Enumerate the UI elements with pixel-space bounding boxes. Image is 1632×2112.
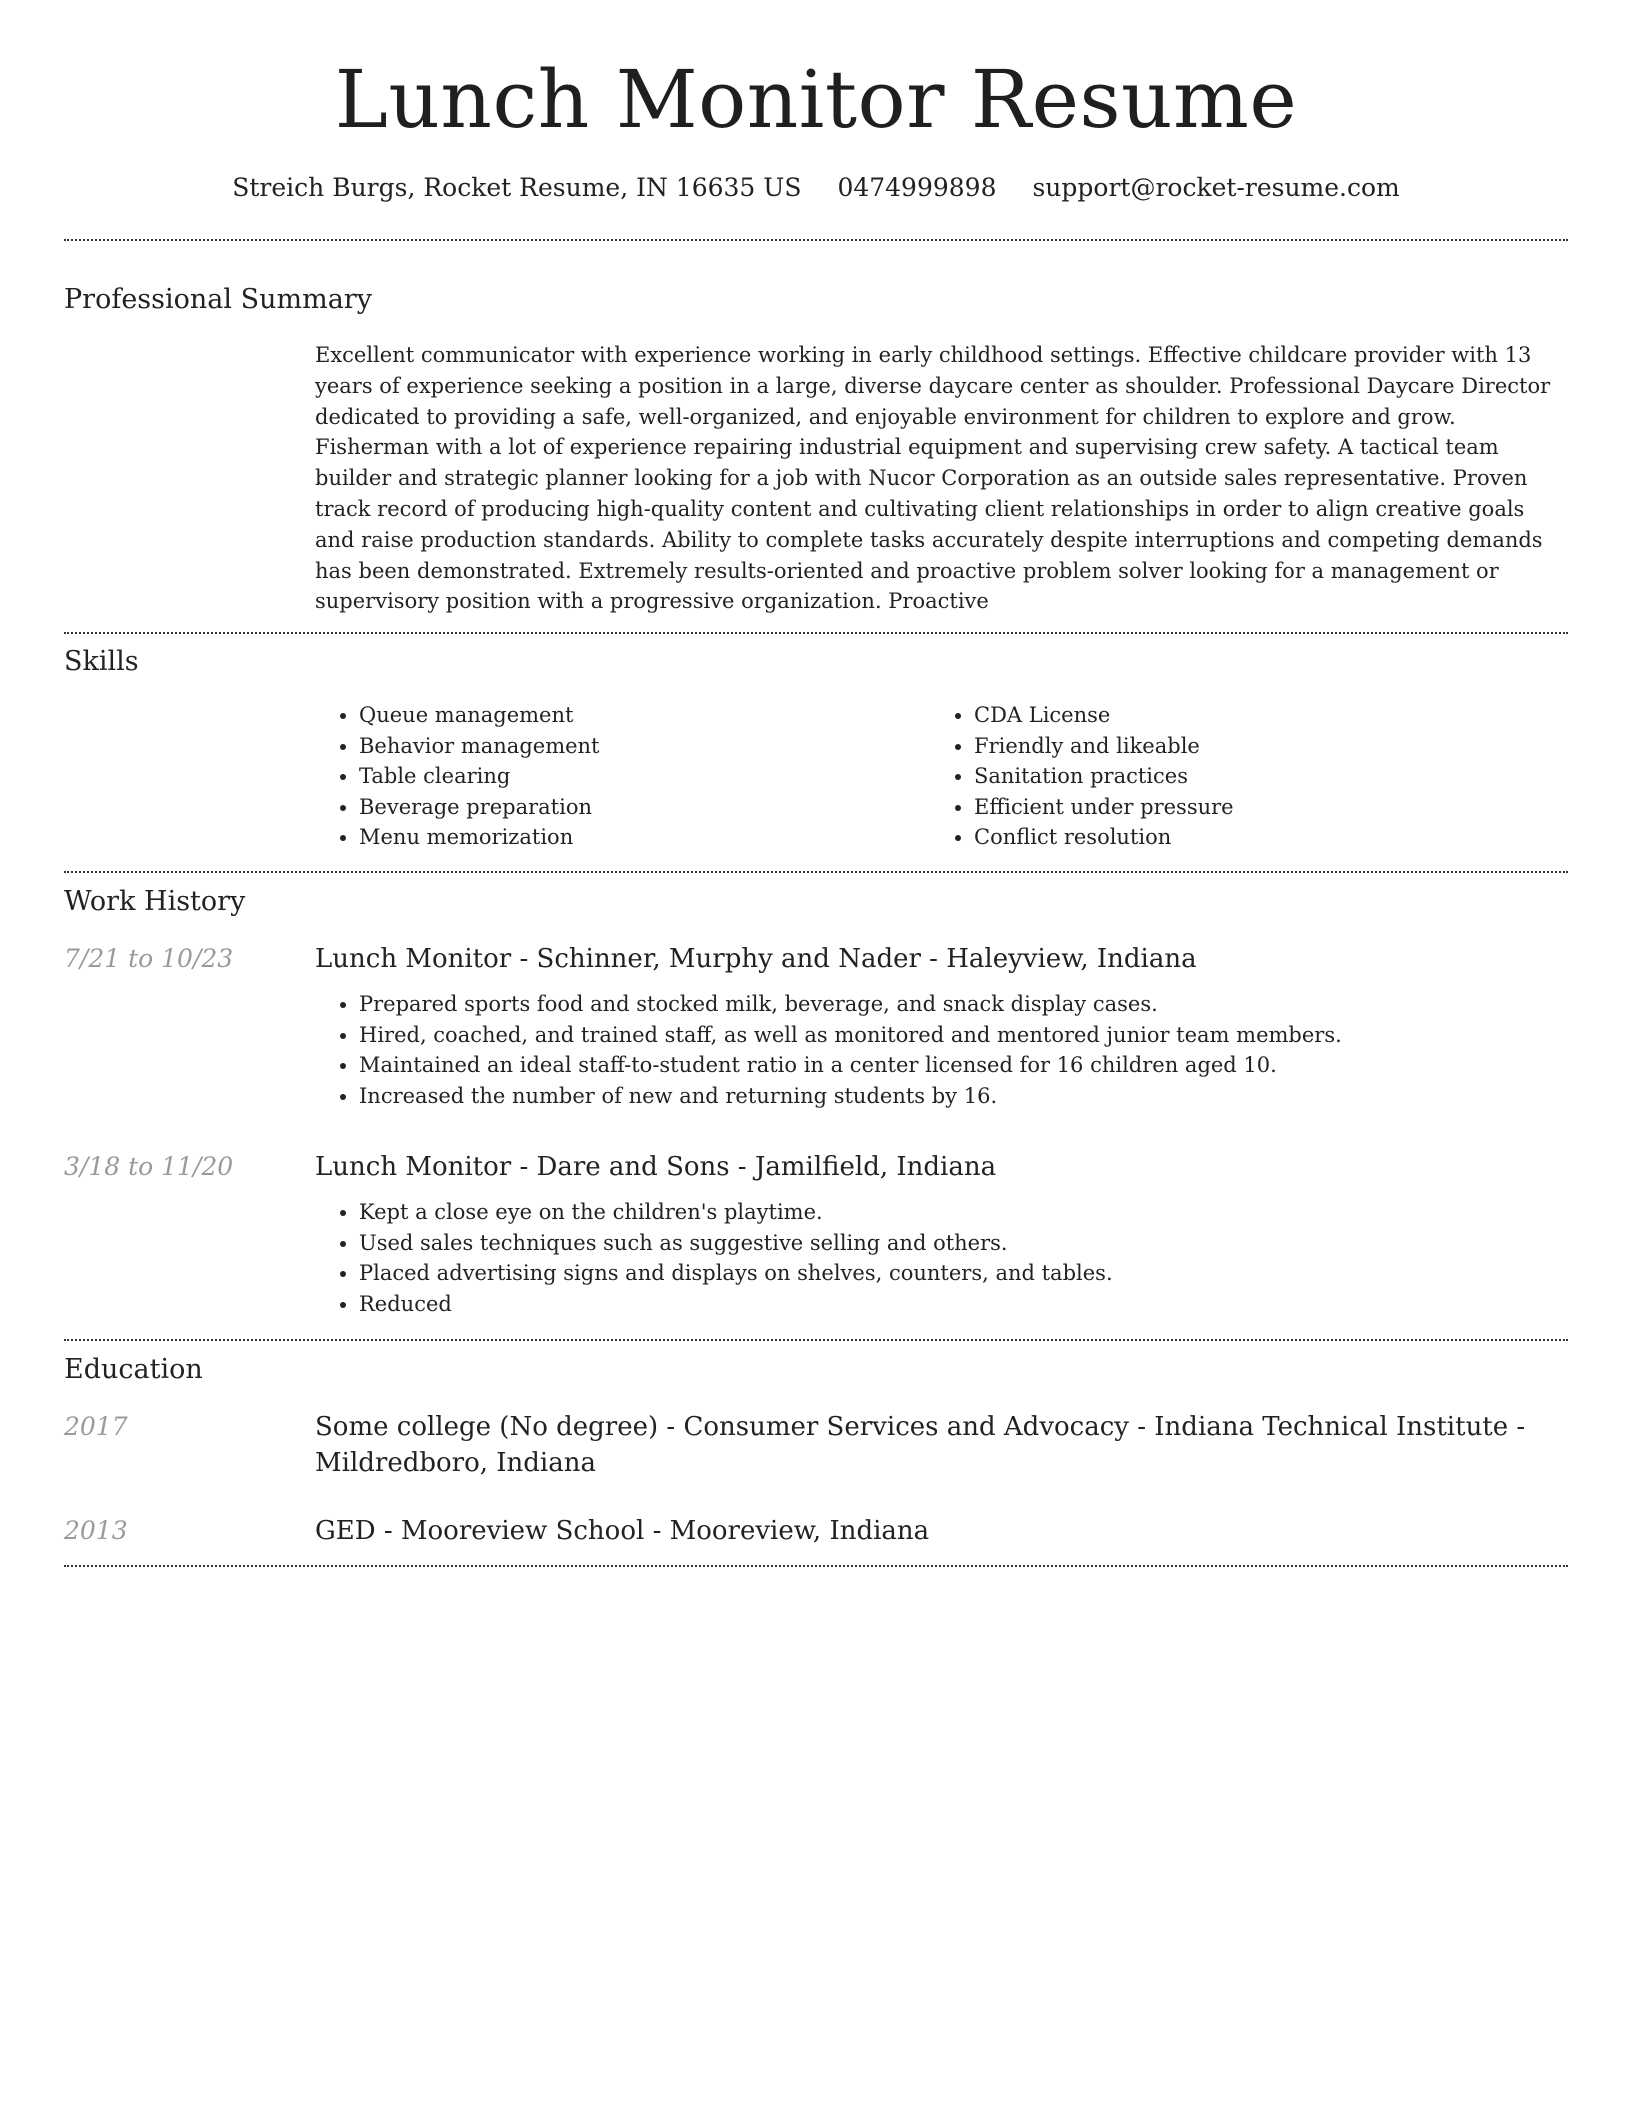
education-text: GED - Mooreview School - Mooreview, Indiana — [315, 1516, 930, 1546]
section-heading-skills: Skills — [64, 646, 139, 677]
list-item: • Queue management — [359, 700, 919, 731]
list-item: • Prepared sports food and stocked milk, beverage, and snack display cases. — [359, 989, 1568, 1020]
list-item: • Used sales techniques such as suggestive selling and others. — [359, 1228, 1568, 1259]
list-item: • Placed advertising signs and displays on shelves, counters, and tables. — [359, 1258, 1568, 1289]
divider — [64, 239, 1568, 241]
contact-address: Streich Burgs, Rocket Resume, IN 16635 US — [232, 173, 802, 202]
list-item: • Hired, coached, and trained staff, as well as monitored and mentored junior team members. — [359, 1020, 1568, 1051]
section-heading-work: Work History — [64, 886, 246, 917]
education-year: 2017 — [64, 1412, 128, 1441]
list-item: • Increased the number of new and returning students by 16. — [359, 1081, 1568, 1112]
divider — [64, 1565, 1568, 1567]
divider — [64, 632, 1568, 634]
resume-title: Lunch Monitor Resume — [334, 53, 1298, 146]
job-dates: 7/21 to 10/23 — [64, 944, 234, 973]
job-entry — [315, 941, 1568, 1111]
education-entry — [315, 1513, 1568, 1549]
contact-line — [64, 170, 1568, 206]
summary-block — [315, 340, 1568, 617]
list-item: • Maintained an ideal staff-to-student ratio in a center licensed for 16 children aged 10. — [359, 1050, 1568, 1081]
summary-text: Excellent communicator with experience working in early childhood settings. Effective childcare provider with 13 years of experience seeking a position in a large, diverse daycare center as shoulder. Professional Daycare Director dedicated to providing a safe, well-organized, and enjoyable environment for children to explore and grow. Fisherman with a lot of experience repairing industrial equipment and supervising crew safety. A tactical team builder and strategic planner looking for a job with Nucor Corporation as an outside sales representative. Proven track record of producing high-quality content and cultivating client relationships in order to align creative goals and raise production standards. Ability to complete tasks accurately despite interruptions and competing demands has been demonstrated. Extremely results-oriented and proactive problem solver looking for a management or supervisory position with a progressive organization. Proactive — [315, 343, 1551, 614]
list-item: • Menu memorization — [359, 822, 919, 853]
job-title: Lunch Monitor - Schinner, Murphy and Nader - Haleyview, Indiana — [315, 944, 1197, 974]
job-bullets — [315, 1197, 1568, 1319]
education-text: Some college (No degree) - Consumer Services and Advocacy - Indiana Technical Institute - Mildredboro, Indiana — [315, 1412, 1526, 1478]
list-item: • Friendly and likeable — [974, 731, 1574, 762]
contact-email: support@rocket-resume.com — [1032, 173, 1400, 202]
list-item: • Reduced — [359, 1289, 1568, 1320]
skills-list-right — [930, 700, 1574, 853]
education-entry — [315, 1409, 1568, 1481]
list-item: • Efficient under pressure — [974, 792, 1574, 823]
list-item: • CDA License — [974, 700, 1574, 731]
skills-list-left — [315, 700, 919, 853]
list-item: • Conflict resolution — [974, 822, 1574, 853]
job-bullets — [315, 989, 1568, 1111]
list-item: • Table clearing — [359, 761, 919, 792]
divider — [64, 1339, 1568, 1341]
contact-phone: 0474999898 — [837, 173, 997, 202]
list-item: • Sanitation practices — [974, 761, 1574, 792]
list-item: • Beverage preparation — [359, 792, 919, 823]
divider — [64, 871, 1568, 873]
section-heading-summary: Professional Summary — [64, 284, 372, 315]
job-title: Lunch Monitor - Dare and Sons - Jamilfield, Indiana — [315, 1152, 997, 1182]
list-item: • Behavior management — [359, 731, 919, 762]
section-heading-education: Education — [64, 1354, 203, 1385]
list-item: • Kept a close eye on the children's playtime. — [359, 1197, 1568, 1228]
education-year: 2013 — [64, 1516, 128, 1545]
job-dates: 3/18 to 11/20 — [64, 1152, 234, 1181]
job-entry — [315, 1149, 1568, 1319]
